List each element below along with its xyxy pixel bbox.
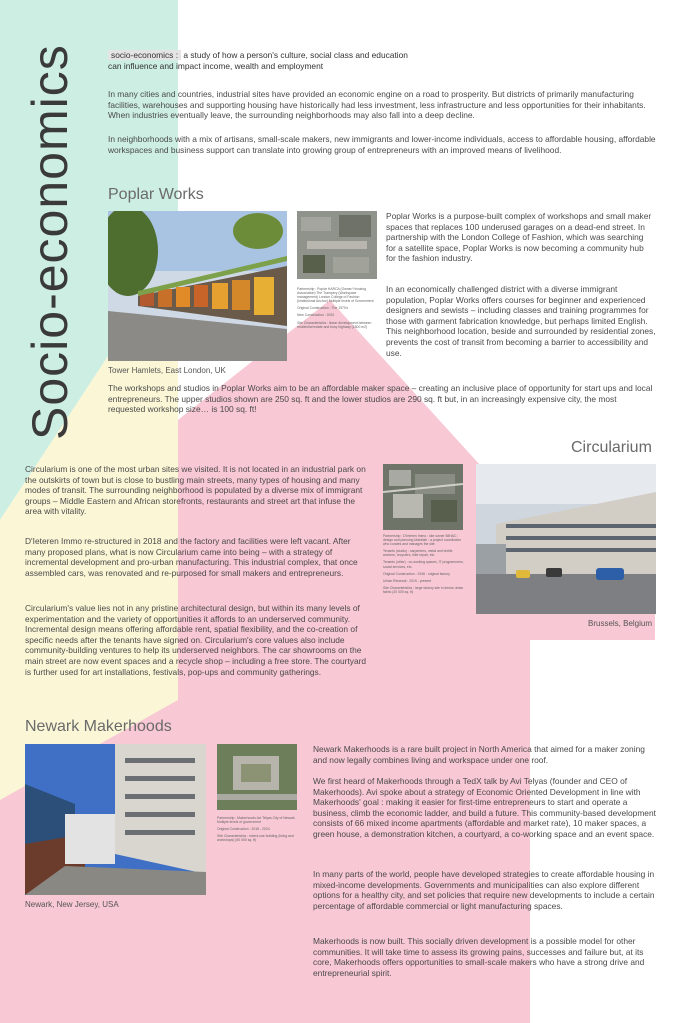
circularium-paragraph-2: D'Ieteren Immo re-structured in 2018 and the factory and facilities were left vacant. After many proposed plans, what is now Circularium came into being – with a strategy of incremental development and pro-urban manufacturing. This industrial complex, that once assembled cars, was renovated and re-purposed for small makers and entrepreneurs. [25, 536, 358, 578]
newark-courtyard-photo [25, 744, 206, 895]
poplar-meta-partnership: Partnership : Poplar HARCA (Owner/ Housing Association) The Trampery (Workspace management) London College of Fashion (Institutional Anchor) Multiple levels of Government [297, 287, 374, 304]
definition-term: socio-economics : [108, 50, 181, 60]
circularium-meta-partnership: Partnership : D'Ieteren Immo : site owner 58HAC : design and planning Makelab : a project coordinator who curates and manages the site [383, 534, 461, 547]
newark-paragraph-3: In many parts of the world, people have developed strategies to create affordable housing in mixed-income developments. Governments and municipalities can also explore different options for a healthy city, and set policies that require new developments to include a certain percentage of affordable commercial or light manufacturing spaces. [313, 869, 655, 911]
poplar-meta-new: New Construction : 2020 [297, 313, 335, 318]
definition [108, 50, 408, 72]
poplar-street-photo [108, 211, 287, 361]
newark-aerial-photo [217, 744, 297, 810]
circularium-caption: Brussels, Belgium [588, 619, 653, 628]
page-title: Socio-economics [22, 44, 78, 440]
poplar-aerial-photo [297, 211, 377, 279]
circularium-meta-tenants-studio: Tenants (studio) : carpenters, metal and textile workers, recyclers, bike repair, etc. [383, 549, 453, 558]
circularium-heading: Circularium [571, 439, 652, 456]
poplar-paragraph-2: In an economically challenged district with a diverse immigrant population, Poplar Works offers courses for beginner and experienced designers and sewists – including classes and training programmes for those with garment fabrication knowledge, but perhaps limited English. This neighborhood location, beside and surrounded by residential zones, prevents the cost of transit from becoming a barrier to accessibility and use. [386, 284, 656, 358]
circularium-meta-tenants-other: Tenants (other) : co-working spaces, IT programmers, social services, etc. [383, 560, 464, 569]
poplar-meta [297, 287, 377, 332]
circularium-meta-renewal: Urban Renewal : 2019 - present [383, 578, 432, 583]
poplar-meta-site: Site Characteristics : linear development between residential estate and busy highway (1800 m2) [297, 320, 372, 329]
poplar-paragraph-1: Poplar Works is a purpose-built complex of workshops and small maker spaces that replaces 100 underused garages on a dead-end street. In partnership with the London College of Fashion, which was searching for a satellite space, Poplar Works is now becoming a community hub for the fashion industry. [386, 211, 652, 264]
newark-meta [217, 816, 299, 845]
newark-caption: Newark, New Jersey, USA [25, 900, 119, 909]
newark-meta-partnership: Partnership : Makerhoods Avi Telyas City of Newark Multiple levels of government [217, 816, 295, 825]
intro-paragraph-2: In neighborhoods with a mix of artisans, small-scale makers, new immigrants and lower-income individuals, access to affordable housing, affordable workspaces and business support can translate into growing group of entrepreneurs with an improved means of livelihood. [108, 134, 656, 155]
circularium-aerial-photo [383, 464, 463, 530]
poplar-paragraph-3: The workshops and studios in Poplar Works aim to be an affordable maker space – creating an inclusive place of opportunity for start ups and local entrepreneurs. The upper studios shown are 250 sq. ft and the lower studios are 290 sq. ft but, in an increasingly expensive city, the most requested workshop size… is 100 sq. ft! [108, 383, 653, 415]
circularium-meta [383, 534, 465, 597]
definition-text: a study of how a person's culture, social class and education can influence and impact income, wealth and employment [108, 50, 408, 71]
circularium-paragraph-3: Circularium's value lies not in any pristine architectural design, but within its many levels of experimentation and the variety of opportunities it affords to an underserved community. Incremental design means offering affordable rent, spatial flexibility, and the co-creation of specific needs after the tenants have signed on. Circularium's core values also include community-building ventures to help its underserved neighbors. The car showrooms on the main street are now event spaces and a recycle shop – including a free store. The courtyard is further used for art installations, festivals, pop-ups and community gatherings. [25, 603, 367, 677]
circularium-paragraph-1: Circularium is one of the most urban sites we visited. It is not located in an industrial park on the outskirts of town but is close to bustling main streets, many types of housing and many modes of transit. The surrounding neighborhood is populated by a diverse mix of immigrant groups – Middle Eastern and African storefronts, restaurants and street art that infuse the area with vitality. [25, 464, 366, 517]
intro-paragraph-1: In many cities and countries, industrial sites have provided an economic engine on a road to prosperity. But districts of primarily manufacturing facilities, warehouses and supporting housing have historically had less investment, less infrastructure and less opportunities for their inhabitants. When industries eventually leave, the surrounding neighborhoods may also fall into a deep decline. [108, 89, 646, 121]
newark-paragraph-1: Newark Makerhoods is a rare built project in North America that aimed for a maker zoning and now legally combines living and workspace under one roof. [313, 744, 645, 765]
newark-paragraph-4: Makerhoods is now built. This socially driven development is a possible model for other communities. It will take time to assess its growing pains, successes and failure but, at its core, Makerhoods offers opportunities to small-scale makers who have a strong drive and entrepreneurial spirit. [313, 936, 645, 978]
circularium-meta-site: Site Characteristics : large factory site in dense urban fabric (20 000 sq. ft) [383, 585, 464, 594]
circularium-building-photo [476, 464, 656, 614]
poplar-heading: Poplar Works [108, 186, 204, 203]
poplar-caption: Tower Hamlets, East London, UK [108, 366, 226, 375]
newark-meta-site: Site Characteristics : mixed-use building (living and workshops) (50 000 sq. ft) [217, 834, 294, 843]
poplar-meta-original: Original Construction : The 1970's [297, 306, 349, 311]
newark-paragraph-2: We first heard of Makerhoods through a TedX talk by Avi Telyas (founder and CEO of Makerhoods). Avi spoke about a strategy of Economic Oriented Development in line with Makerhoods' goal : making it easier for first-time entrepreneurs to start and operate a business, climb the economic ladder, and build a future. This community-based development consists of 66 mixed income apartments (affordable and market rate), 10 maker spaces, a green house, a demonstration kitchen, a courtyard, a co-working space and an event space. [313, 776, 656, 839]
circularium-meta-original: Original Construction : 1946 : original factory [383, 571, 450, 576]
newark-heading: Newark Makerhoods [25, 718, 172, 735]
newark-meta-original: Original Construction : 2018 - 2024 [217, 827, 270, 832]
